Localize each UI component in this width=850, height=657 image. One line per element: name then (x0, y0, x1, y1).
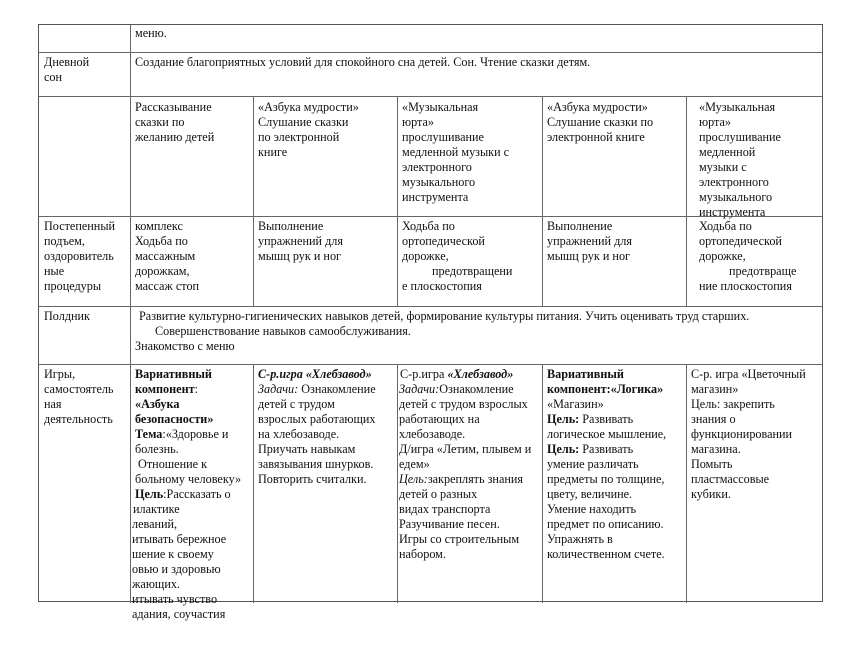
column-divider (542, 96, 543, 306)
column-divider (542, 364, 543, 603)
games-label: Игры, самостоятель ная деятельность (44, 367, 114, 426)
wakeup-day4: Выполнение упражнений для мышц рук и ног (547, 219, 632, 263)
column-divider (253, 364, 254, 603)
row-divider (39, 52, 822, 53)
column-divider (686, 364, 687, 603)
games-day4: Вариативный компонент:«Логика» «Магазин» Цель: Развивать логическое мышление, Цель: Развивать умение различать предметы по толщине, цвету, величине. Умение находить предмет по описанию. Упражнять в количественном счете. (547, 367, 667, 561)
wakeup-label: Постепенный подъем, оздоровитель ные процедуры (44, 219, 116, 293)
column-divider (686, 96, 687, 306)
games-day2: С-р.игра «Хлебзавод» Задачи: Ознакомление детей с трудом взрослых работающих на хлебозаводе. Приучать навыкам завязывания шнурков. Повторить считалки. (258, 367, 376, 486)
reading-day4: «Азбука мудрости» Слушание сказки по электронной книге (547, 100, 654, 144)
games-day1: Вариативный компонент: «Азбука безопасности» Тема:«Здоровье и болезнь. Отношение к больному человеку» Цель:Рассказать о илактике леваний, итывать бережное шение к своему овью и здоровью жающих. итывать чувство адания, соучастия (132, 367, 242, 621)
games-day3: С-р.игра «Хлебзавод» Задачи:Ознакомление детей с трудом взрослых работающих на хлебозаводе. Д/игра «Летим, плывем и едем» Цель:закреплять знания детей о разных видах транспорта Разучивание песен. Игры со строительным набором. (397, 367, 532, 561)
sleep-label: Дневной сон (44, 55, 90, 84)
reading-day1: Рассказывание сказки по желанию детей (135, 100, 215, 144)
column-divider (397, 96, 398, 306)
menu-continuation: меню. (135, 26, 167, 40)
schedule-table (38, 24, 823, 621)
row-divider (39, 364, 822, 365)
sleep-description: Создание благоприятных условий для спокойного сна детей. Сон. Чтение сказки детям. (135, 55, 591, 69)
row-divider (39, 306, 822, 307)
reading-day2: «Азбука мудрости» Слушание сказки по электронной книге (258, 100, 359, 159)
wakeup-day2: Выполнение упражнений для мышц рук и ног (258, 219, 343, 263)
wakeup-day5: Ходьба по ортопедической дорожке, предотвраще ние плоскостопия (699, 219, 797, 293)
snack-label: Полдник (44, 309, 90, 323)
wakeup-day3: Ходьба по ортопедической дорожке, предотвращени е плоскостопия (402, 219, 513, 293)
column-divider (130, 25, 131, 603)
snack-description: Развитие культурно-гигиенических навыков детей, формирование культуры питания. Учить оценивать труд старших. Совершенствование навыков самообслуживания. Знакомство с меню (135, 309, 750, 353)
reading-day5: «Музыкальная юрта» прослушивание медленной музыки с электронного музыкального инструмента (699, 100, 781, 219)
wakeup-day1: комплекс Ходьба по массажным дорожкам, массаж стоп (135, 219, 200, 293)
games-day5: С-р. игра «Цветочный магазин» Цель: закрепить знания о функционировании магазина. Помыть пластмассовые кубики. (691, 367, 806, 501)
row-divider (39, 96, 822, 97)
column-divider (253, 96, 254, 306)
reading-day3: «Музыкальная юрта» прослушивание медленной музыки с электронного музыкального инструмента (402, 100, 510, 204)
